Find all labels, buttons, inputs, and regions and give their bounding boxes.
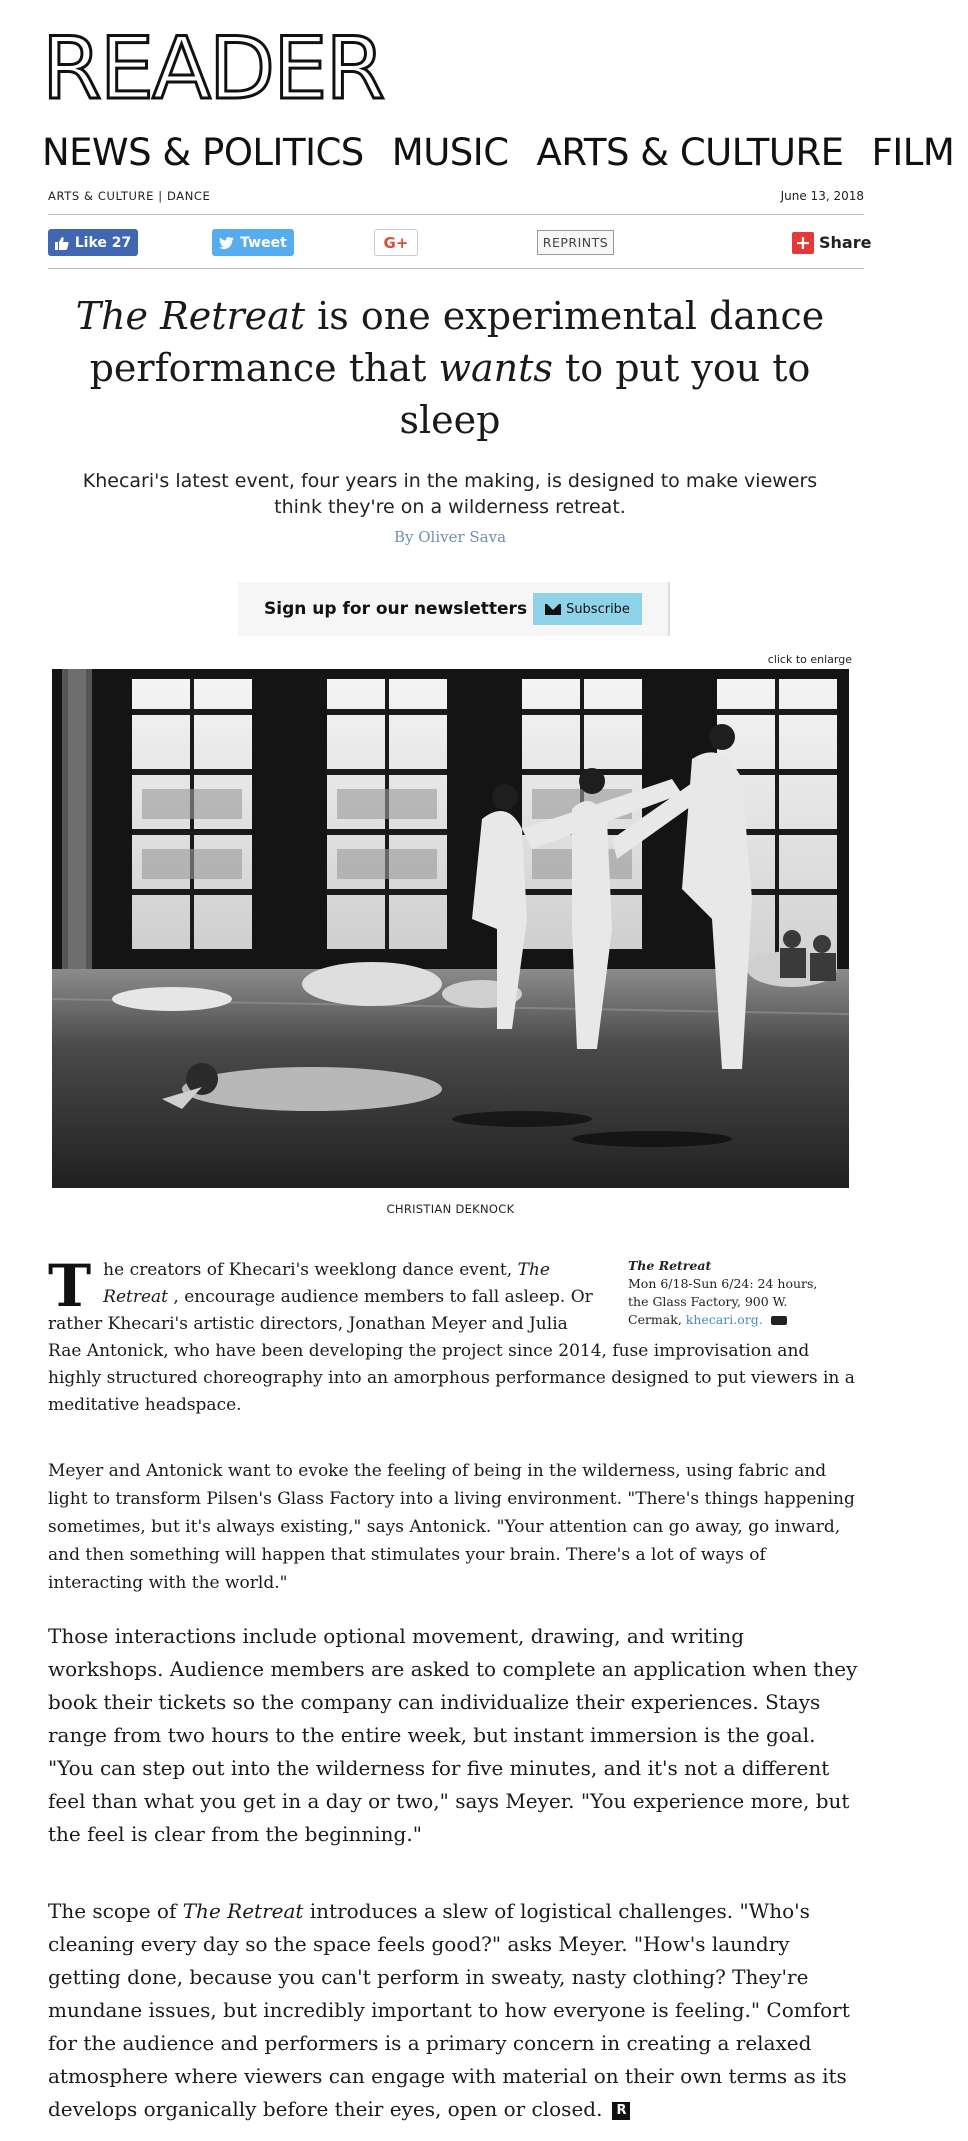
nav-arts-culture[interactable]: ARTS & CULTURE	[536, 131, 844, 174]
subscribe-label: Subscribe	[566, 601, 630, 617]
section-nav	[42, 128, 955, 178]
event-details: Mon 6/18-Sun 6/24: 24 hours, the Glass Factory, 900 W. Cermak,	[628, 1276, 818, 1327]
click-to-enlarge-link[interactable]: click to enlarge	[767, 653, 852, 666]
paragraph-italic: The Retreat	[182, 1899, 304, 1923]
headline-text: to put you to sleep	[399, 346, 811, 442]
headline-italic-word: wants	[438, 346, 553, 390]
reader-logo[interactable]	[42, 19, 402, 119]
paragraph-italic: The Retreat	[103, 1260, 550, 1307]
paragraph-text: The scope of	[48, 1899, 183, 1923]
thumbs-up-icon	[55, 236, 69, 250]
envelope-icon	[545, 604, 561, 615]
publish-date: June 13, 2018	[780, 189, 864, 203]
article-headline	[60, 290, 840, 446]
breadcrumb[interactable]: ARTS & CULTURE | DANCE	[48, 189, 211, 203]
headline-italic-title: The Retreat	[75, 294, 306, 338]
share-button[interactable]	[792, 229, 871, 256]
event-info-box	[628, 1257, 838, 1329]
logo-text: READER	[42, 19, 384, 119]
article-dek: Khecari's latest event, four years in the making, is designed to make viewers think they're on a wilderness retreat.	[82, 470, 818, 518]
divider	[48, 214, 864, 215]
article-photo[interactable]	[52, 669, 849, 1188]
nav-film[interactable]: FILM	[871, 131, 955, 174]
article-paragraph: Meyer and Antonick want to evoke the feeling of being in the wilderness, using fabric and light to transform Pilsen's Glass Factory into a living environment. "There's things happening sometimes, but it's always existing," says Antonick. "Your attention can go away, go inward, and then something will happen that stimulates your brain. There's a lot of ways of interacting with the world."	[48, 1461, 855, 1593]
divider	[48, 268, 864, 269]
dance-performance-photo	[52, 669, 849, 1188]
tweet-label: Tweet	[240, 234, 287, 251]
nav-news-politics[interactable]: NEWS & POLITICS	[42, 131, 364, 174]
twitter-bird-icon	[219, 237, 234, 249]
paragraph-text: introduces a slew of logistical challenges. "Who's cleaning every day so the space feels good?" asks Meyer. "How's laundry getting done, because you can't perform in sweaty, nasty clothing? They're mundane issues, but incredibly important to how everyone is feeling." Comfort for the audience and performers is a primary concern in creating a relaxed atmosphere where viewers can engage with material on their own terms as its develops organically before their eyes, open or closed.	[48, 1899, 850, 2121]
tweet-button[interactable]	[212, 229, 294, 256]
event-website-link[interactable]: khecari.org.	[685, 1312, 763, 1327]
facebook-like-button[interactable]	[48, 229, 138, 256]
share-label: Share	[819, 233, 872, 252]
newsletter-prompt: Sign up for our newsletters	[264, 599, 528, 619]
ticket-icon[interactable]	[771, 1316, 787, 1325]
photo-caption: CHRISTIAN DEKNOCK	[386, 1202, 515, 1216]
end-mark-icon: R	[612, 2102, 630, 2120]
google-plus-icon: G+	[383, 233, 409, 252]
google-plus-button[interactable]	[374, 229, 418, 256]
drop-cap: T	[48, 1252, 92, 1320]
reprints-button[interactable]: REPRINTS	[537, 230, 614, 255]
subscribe-button[interactable]	[533, 593, 642, 625]
article-paragraph: Those interactions include optional movement, drawing, and writing workshops. Audience members are asked to complete an application when they book their tickets so the company can individualize their experiences. Stays range from two hours to the entire week, but instant immersion is the goal. "You can step out into the wilderness for five minutes, and it's not a different feel than what you get in a day or two," says Meyer. "You experience more, but the feel is clear from the beginning."	[48, 1624, 858, 1846]
like-label: Like 27	[74, 234, 132, 251]
headline-text: is one experimental dance performance that	[89, 294, 825, 390]
paragraph-text: he creators of Khecari's weeklong dance event,	[103, 1260, 518, 1280]
nav-music[interactable]: MUSIC	[391, 131, 509, 174]
event-title: The Retreat	[628, 1258, 712, 1273]
plus-icon: +	[792, 232, 814, 254]
article-paragraph	[48, 1895, 858, 2126]
byline[interactable]: By Oliver Sava	[393, 528, 507, 546]
paragraph-text: , encourage audience members to fall asleep. Or rather Khecari's artistic directors, Jonathan Meyer and Julia Rae Antonick, who have been developing the project since 2014, fuse improvisation and highly structured choreography into an amorphous performance designed to put viewers in a meditative headspace.	[48, 1287, 855, 1415]
newsletter-signup	[238, 582, 670, 636]
article-paragraph	[48, 1252, 858, 1419]
